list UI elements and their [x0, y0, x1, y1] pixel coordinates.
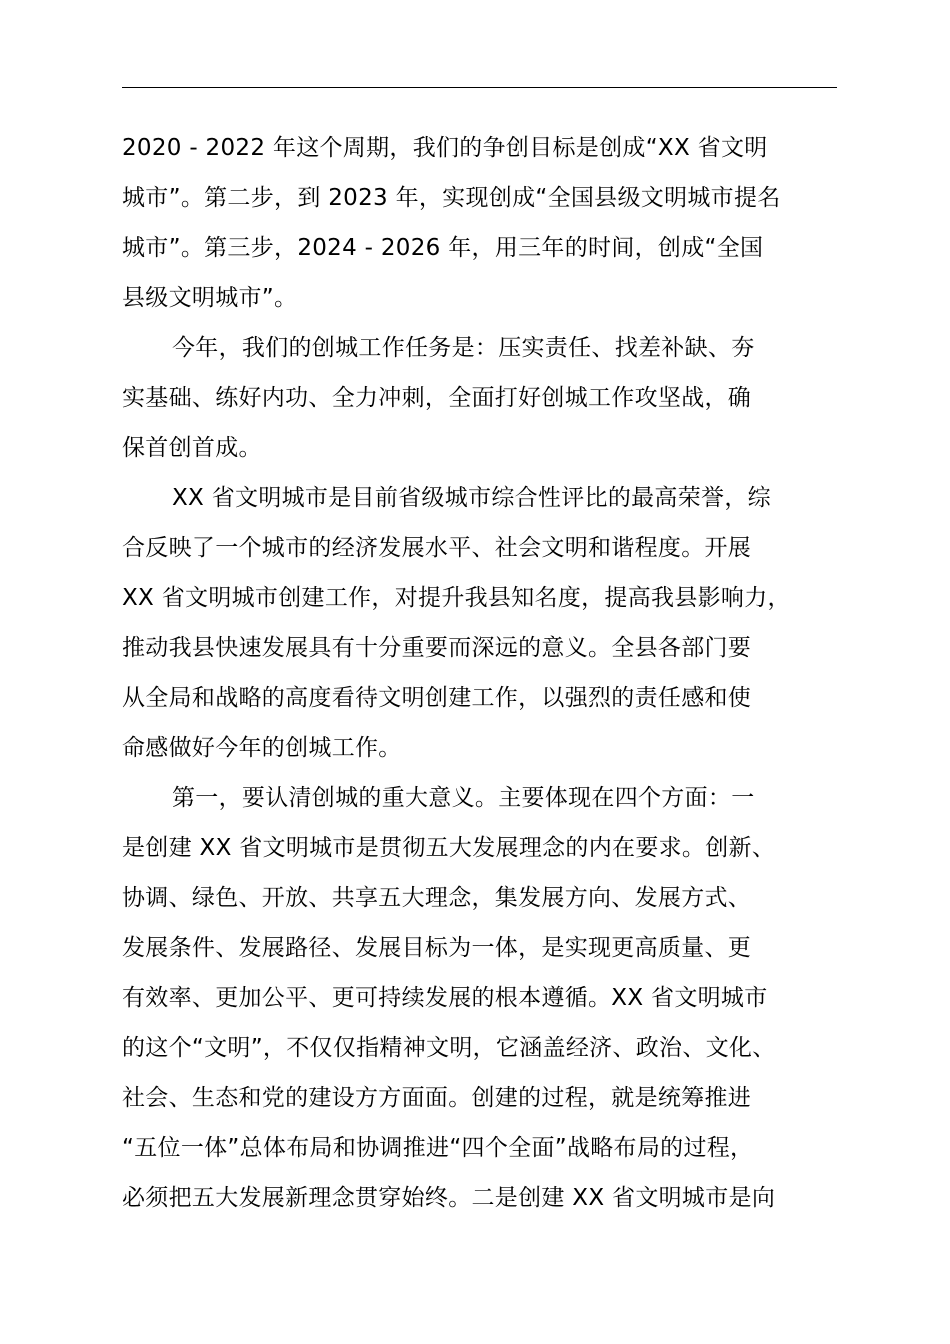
text-line: XX 省文明城市是目前省级城市综合性评比的最高荣誉，综: [172, 485, 771, 511]
text-line: 必须把五大发展新理念贯穿始终。二是创建 XX 省文明城市是向: [122, 1185, 776, 1211]
text-line: 城市”。第二步，到 2023 年，实现创成“全国县级文明城市提名: [122, 185, 781, 211]
paragraph: [122, 473, 837, 773]
paragraph: [122, 773, 837, 1223]
text-line: XX 省文明城市创建工作，对提升我县知名度，提高我县影响力，: [122, 585, 791, 611]
header-rule: [122, 87, 837, 88]
text-line: 实基础、练好内功、全力冲刺，全面打好创城工作攻坚战，确: [122, 385, 752, 411]
text-line: 的这个“文明”，不仅仅指精神文明，它涵盖经济、政治、文化、: [122, 1035, 776, 1061]
text-line: 命感做好今年的创城工作。: [122, 735, 402, 761]
text-line: 社会、生态和党的建设方方面面。创建的过程，就是统筹推进: [122, 1085, 752, 1111]
text-line: 第一，要认清创城的重大意义。主要体现在四个方面：一: [172, 785, 755, 811]
text-line: 2020 - 2022 年这个周期，我们的争创目标是创成“XX 省文明: [122, 135, 768, 161]
text-line: 推动我县快速发展具有十分重要而深远的意义。全县各部门要: [122, 635, 752, 661]
text-line: 今年，我们的创城工作任务是：压实责任、找差补缺、夯: [172, 335, 755, 361]
text-line: 是创建 XX 省文明城市是贯彻五大发展理念的内在要求。创新、: [122, 835, 776, 861]
text-line: 协调、绿色、开放、共享五大理念，集发展方向、发展方式、: [122, 885, 752, 911]
text-line: 保首创首成。: [122, 435, 262, 461]
paragraph: [122, 123, 837, 323]
text-line: 城市”。第三步，2024 - 2026 年，用三年的时间，创成“全国: [122, 235, 764, 261]
text-line: 有效率、更加公平、更可持续发展的根本遵循。XX 省文明城市: [122, 985, 768, 1011]
text-line: “五位一体”总体布局和协调推进“四个全面”战略布局的过程，: [122, 1135, 754, 1161]
document-body: [122, 123, 837, 1223]
text-line: 从全局和战略的高度看待文明创建工作，以强烈的责任感和使: [122, 685, 752, 711]
text-line: 合反映了一个城市的经济发展水平、社会文明和谐程度。开展: [122, 535, 752, 561]
text-line: 县级文明城市”。: [122, 285, 298, 311]
paragraph: [122, 323, 837, 473]
text-line: 发展条件、发展路径、发展目标为一体，是实现更高质量、更: [122, 935, 752, 961]
